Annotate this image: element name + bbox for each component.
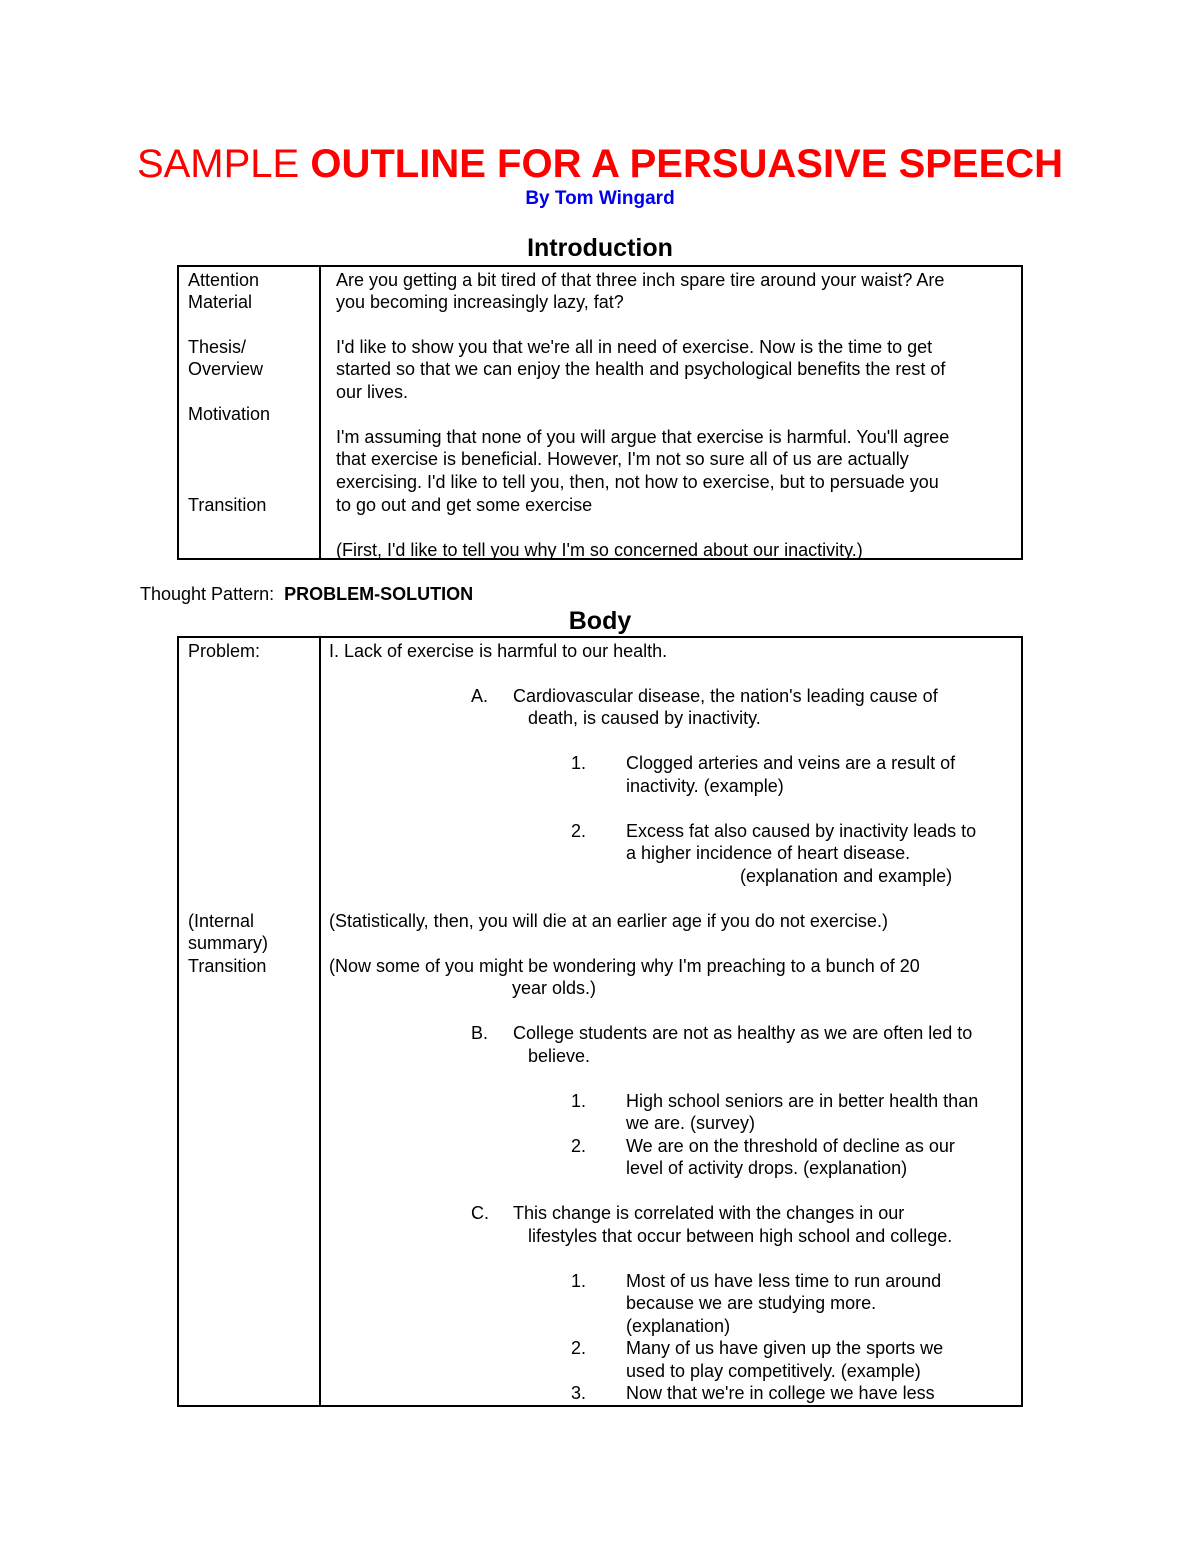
subpoint-c-text: This change is correlated with the changes in our — [513, 1203, 905, 1223]
intro-line: exercising. I'd like to tell you, then, not how to exercise, but to persuade you — [336, 472, 939, 492]
main-point-one: I. Lack of exercise is harmful to our health. — [329, 641, 668, 661]
subpoint-a2-text: Excess fat also caused by inactivity leads to — [626, 821, 977, 841]
subpoint-a1-text: Clogged arteries and veins are a result of — [626, 753, 956, 773]
intro-line: started so that we can enjoy the health and psychological benefits the rest of — [336, 359, 946, 379]
subpoint-c1-text: Most of us have less time to run around — [626, 1271, 942, 1291]
label-body-transition: Transition — [188, 956, 267, 976]
title-prefix: SAMPLE — [136, 142, 300, 186]
byline: By Tom Wingard — [525, 188, 675, 209]
label-overview: Overview — [188, 359, 264, 379]
subpoint-b2-text: We are on the threshold of decline as our — [626, 1136, 955, 1156]
subpoint-a1-text: inactivity. (example) — [626, 776, 784, 796]
subpoint-c1-text: (explanation) — [626, 1316, 731, 1336]
body-table — [177, 636, 1023, 1407]
body-column-divider — [319, 638, 321, 1405]
subpoint-a-marker: A. — [471, 686, 489, 706]
subpoint-b1-marker: 1. — [571, 1091, 587, 1111]
internal-summary-text: (Statistically, then, you will die at an earlier age if you do not exercise.) — [329, 911, 888, 931]
subpoint-c2-marker: 2. — [571, 1338, 587, 1358]
subpoint-a-text: death, is caused by inactivity. — [528, 708, 761, 728]
subpoint-a2-note: (explanation and example) — [740, 866, 953, 886]
thought-pattern — [140, 584, 473, 605]
label-attention: Attention — [188, 270, 260, 290]
intro-line: you becoming increasingly lazy, fat? — [336, 292, 624, 312]
thought-pattern-value: PROBLEM-SOLUTION — [284, 584, 474, 604]
body-heading: Body — [568, 607, 632, 635]
label-summary: summary) — [188, 933, 268, 953]
subpoint-c3-marker: 3. — [571, 1383, 587, 1403]
subpoint-c1-text: because we are studying more. — [626, 1293, 877, 1313]
subpoint-c-marker: C. — [471, 1203, 489, 1223]
subpoint-b2-marker: 2. — [571, 1136, 587, 1156]
label-motivation: Motivation — [188, 404, 271, 424]
label-transition: Transition — [188, 495, 267, 515]
intro-line: our lives. — [336, 382, 409, 402]
subpoint-b1-text: High school seniors are in better health than — [626, 1091, 979, 1111]
transition-text: (Now some of you might be wondering why I'm preaching to a bunch of 20 — [329, 956, 920, 976]
label-problem: Problem: — [188, 641, 261, 661]
subpoint-a-text: Cardiovascular disease, the nation's leading cause of — [513, 686, 938, 706]
subpoint-b-text: believe. — [528, 1046, 591, 1066]
transition-text: year olds.) — [512, 978, 597, 998]
subpoint-c2-text: used to play competitively. (example) — [626, 1361, 921, 1381]
subpoint-b2-text: level of activity drops. (explanation) — [626, 1158, 908, 1178]
label-material: Material — [188, 292, 253, 312]
subpoint-a2-text: a higher incidence of heart disease. — [626, 843, 911, 863]
intro-line: I'm assuming that none of you will argue that exercise is harmful. You'll agree — [336, 427, 950, 447]
subpoint-c3-text: Now that we're in college we have less — [626, 1383, 935, 1403]
intro-line: to go out and get some exercise — [336, 495, 593, 515]
subpoint-c-text: lifestyles that occur between high school and college. — [528, 1226, 953, 1246]
subpoint-c2-text: Many of us have given up the sports we — [626, 1338, 944, 1358]
intro-line: (First, I'd like to tell you why I'm so concerned about our inactivity.) — [336, 540, 863, 560]
subpoint-b-text: College students are not as healthy as we are often led to — [513, 1023, 973, 1043]
intro-line: that exercise is beneficial. However, I'm not so sure all of us are actually — [336, 449, 909, 469]
introduction-column-divider — [319, 267, 321, 558]
subpoint-b-marker: B. — [471, 1023, 489, 1043]
label-internal: (Internal — [188, 911, 255, 931]
subpoint-a2-marker: 2. — [571, 821, 587, 841]
document-title — [0, 140, 1200, 188]
subpoint-b1-text: we are. (survey) — [626, 1113, 756, 1133]
intro-line: Are you getting a bit tired of that three inch spare tire around your waist? Are — [336, 270, 945, 290]
label-thesis: Thesis/ — [188, 337, 247, 357]
title-main: OUTLINE FOR A PERSUASIVE SPEECH — [310, 142, 1064, 186]
introduction-table — [177, 265, 1023, 560]
introduction-heading: Introduction — [527, 234, 673, 262]
subpoint-a1-marker: 1. — [571, 753, 587, 773]
thought-pattern-label: Thought Pattern: — [140, 584, 275, 604]
intro-line: I'd like to show you that we're all in need of exercise. Now is the time to get — [336, 337, 933, 357]
subpoint-c1-marker: 1. — [571, 1271, 587, 1291]
